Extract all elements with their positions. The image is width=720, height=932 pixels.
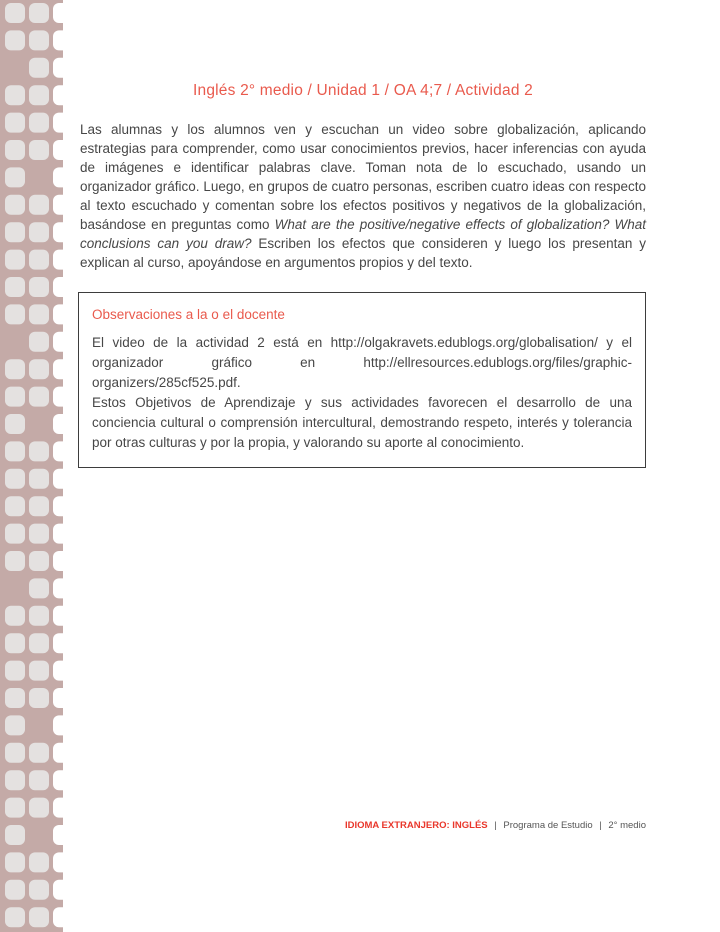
video-url-link[interactable]: http://olgakravets.edublogs.org/globalisation/	[330, 335, 598, 350]
activity-description-text: Las alumnas y los alumnos ven y escuchan un video sobre globalización, aplicando estrategias para comprender, como usar conocimientos previos, hacer inferencias con ayuda de imágenes e identificar palabras clave. Toman nota de lo escuchado, usando un organizador gráfico. Luego, en grupos de cuatro personas, escriben cuatro ideas con respecto al texto escuchado y comentan sobre los efectos positivos y negativos de la globalización, basándose en preguntas como	[80, 122, 646, 232]
observations-text-before-video-url: El video de la actividad 2 está en	[92, 335, 331, 350]
page-footer	[345, 820, 646, 831]
observations-text-after-urls: .	[236, 375, 241, 390]
footer-subject-label: IDIOMA EXTRANJERO: INGLÉS	[344, 820, 488, 831]
observations-objectives-paragraph: Estos Objetivos de Aprendizaje y sus actividades favorecen el desarrollo de una conciencia cultural o comprensión intercultural, demostrando respeto, interés y tolerancia por otras culturas y por la propia, y valorando su aporte al conocimiento.	[92, 395, 632, 450]
observations-text-between-urls: y el organizador gráfico en	[92, 335, 632, 370]
organizer-url-link[interactable]: http://ellresources.edublogs.org/files/graphic-organizers/285cf525.pdf	[92, 355, 632, 390]
decorative-left-border	[0, 0, 63, 932]
rounded-squares-pattern	[0, 0, 63, 932]
footer-program-label: Programa de Estudio	[503, 820, 593, 831]
footer-separator: |	[494, 820, 497, 831]
activity-description-continuation: Escriben los efectos que consideren y luego los presentan y explican al curso, apoyándose en argumentos propios y del texto.	[80, 236, 646, 270]
activity-questions-italic: What are the positive/negative effects of globalization? What conclusions can you draw?	[80, 217, 646, 251]
footer-level-label: 2° medio	[608, 820, 646, 831]
footer-separator: |	[599, 820, 602, 831]
observations-heading: Observaciones a la o el docente	[92, 307, 285, 322]
teacher-observations-box	[78, 292, 646, 468]
activity-description	[80, 120, 646, 272]
page-content	[80, 0, 646, 932]
observations-links-paragraph	[92, 333, 632, 393]
page-title: Inglés 2° medio / Unidad 1 / OA 4;7 / Actividad 2	[193, 82, 533, 99]
